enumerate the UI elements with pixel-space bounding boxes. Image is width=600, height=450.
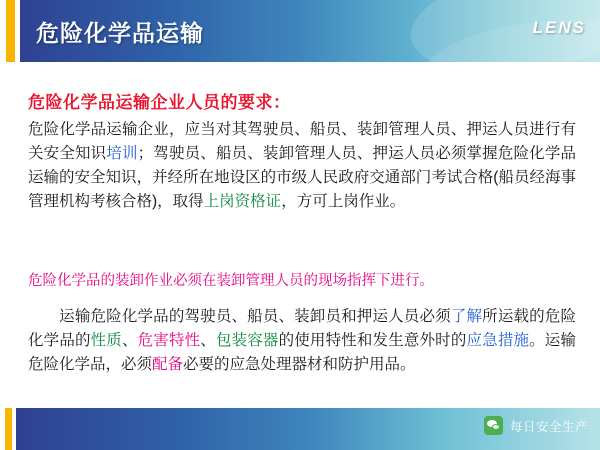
- slide-content: [0, 70, 600, 420]
- paragraph1-highlight-training: 培训: [106, 145, 138, 163]
- paragraph3-seg7: 必要的应急处理器材和防护用品。: [183, 356, 416, 374]
- wechat-label: 每日安全生产: [509, 419, 588, 434]
- slide-footer: [0, 408, 600, 450]
- paragraph3-seg4: 、: [200, 332, 216, 350]
- paragraph-loading-note: 危险化学品的装卸作业必须在装卸管理人员的现场指挥下进行。: [28, 273, 434, 289]
- paragraph3-seg2: 所运载的危险化学品的: [28, 308, 576, 350]
- paragraph3-highlight-understand: 了解: [450, 308, 483, 325]
- paragraph3-highlight-hazard: 危害特性: [137, 332, 201, 350]
- paragraph3-seg3: 、: [121, 332, 138, 350]
- footer-accent-bar: [5, 408, 12, 450]
- paragraph-knowledge: [28, 305, 576, 377]
- page-title: 危险化学品运输: [36, 20, 204, 46]
- footer-left-stripe: [0, 408, 16, 450]
- paragraph1-seg2: ；驾驶员、船员、装卸管理人员、押运人员必须掌握危险化学品运输的安全知识，并经所在地设区的市级人民政府交通部门考试合格(船员经海事管理机构考核合格)，取得: [28, 145, 576, 211]
- paragraph3-seg1: 运输危险化学品的驾驶员、船员、装卸员和押运人员必须: [59, 308, 451, 325]
- paragraph3-seg6: 。运输危险化学品，必须: [28, 332, 576, 374]
- wechat-credit: [484, 416, 588, 435]
- header-accent-bar: [6, 0, 15, 62]
- wechat-icon: [484, 416, 503, 435]
- paragraph3-highlight-container: 包装容器: [215, 332, 279, 350]
- slide-header: [0, 0, 600, 62]
- paragraph1-seg1: 危险化学品运输企业，应当对其驾驶员、船员、装卸管理人员、押运人员进行有关安全知识: [28, 121, 576, 163]
- header-left-stripe: [0, 0, 20, 62]
- paragraph-requirements: [28, 118, 576, 214]
- paragraph1-highlight-certificate: 上岗资格证: [203, 193, 282, 211]
- paragraph3-highlight-equip: 配备: [152, 356, 184, 374]
- section-title: 危险化学品运输企业人员的要求：: [28, 93, 291, 112]
- paragraph3-highlight-emergency: 应急措施: [466, 332, 530, 350]
- brand-logo: LENS: [532, 18, 586, 37]
- paragraph3-highlight-property: 性质: [90, 332, 122, 350]
- paragraph3-seg5: 的使用特性和发生意外时的: [278, 332, 467, 350]
- paragraph1-seg3: ，方可上岗作业。: [281, 193, 406, 211]
